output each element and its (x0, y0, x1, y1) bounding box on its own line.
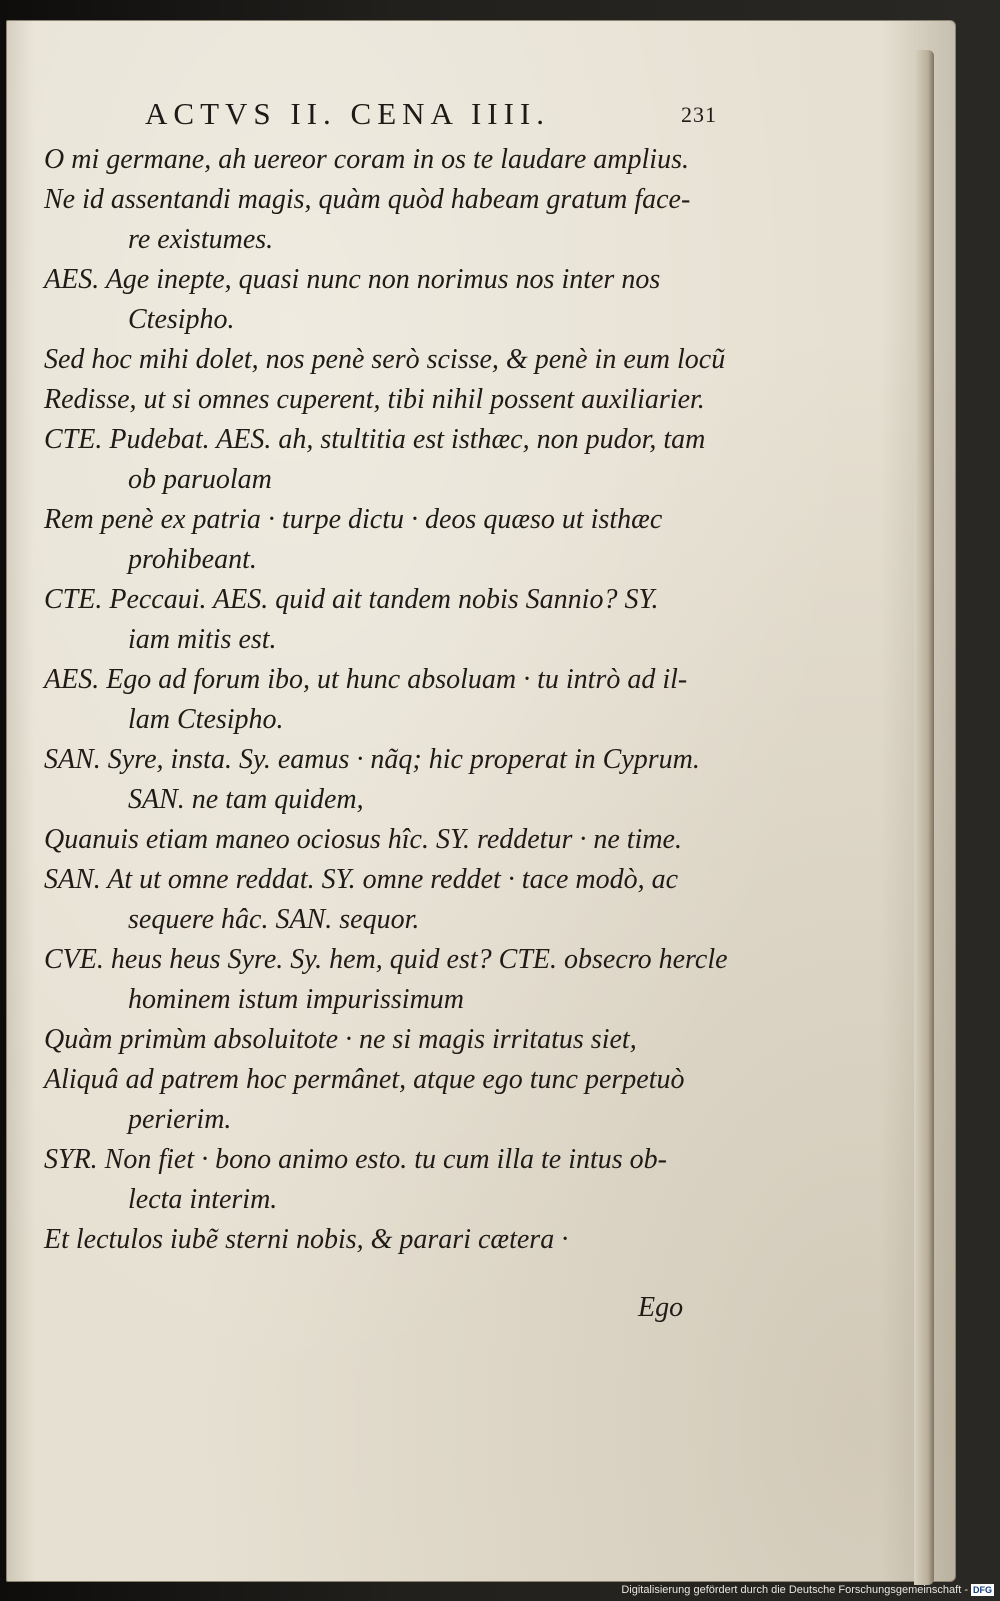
text-line: Quàm primùm absoluitote · ne si magis irritatus siet, (44, 1024, 637, 1055)
text-line: Sed hoc mihi dolet, nos penè serò scisse, & penè in eum locũ (44, 344, 726, 375)
text-line: perierim. (128, 1104, 232, 1135)
text-line: Ctesipho. (128, 304, 235, 335)
text-line: prohibeant. (128, 544, 257, 575)
dfg-logo: DFG (973, 1585, 992, 1595)
page-header (145, 96, 735, 136)
text-line: Ne id assentandi magis, quàm quòd habeam gratum face- (44, 184, 691, 215)
text-line: re existumes. (128, 224, 274, 255)
text-line: sequere hâc. SAN. sequor. (128, 904, 420, 935)
text-line: Rem penè ex patria · turpe dictu · deos quæso ut isthæc (44, 504, 663, 535)
text-line: Aliquâ ad patrem hoc permânet, atque ego tunc perpetuò (44, 1064, 685, 1095)
text-line: iam mitis est. (128, 624, 277, 655)
text-line: SAN. Syre, insta. Sy. eamus · nãq; hic properat in Cyprum. (44, 744, 700, 775)
text-line: CTE. Peccaui. AES. quid ait tandem nobis Sannio? SY. (44, 584, 659, 615)
text-line: AES. Ego ad forum ibo, ut hunc absoluam · tu intrò ad il- (44, 664, 688, 695)
text-line: CVE. heus heus Syre. Sy. hem, quid est? CTE. obsecro hercle (44, 944, 728, 975)
text-line: SAN. At ut omne reddat. SY. omne reddet · tace modò, ac (44, 864, 679, 895)
page-edge (914, 50, 934, 1585)
digitization-credit (621, 1583, 994, 1597)
text-line: lam Ctesipho. (128, 704, 284, 735)
credit-text: Digitalisierung gefördert durch die Deutsche Forschungsgemeinschaft - (621, 1584, 968, 1596)
text-line: Quanuis etiam maneo ociosus hîc. SY. reddetur · ne time. (44, 824, 682, 855)
catchword: Ego (638, 1292, 684, 1323)
text-line: lecta interim. (128, 1184, 278, 1215)
text-line: O mi germane, ah uereor coram in os te laudare amplius. (44, 144, 689, 175)
verse-text-block (44, 140, 728, 1260)
folio-number: 231 (681, 102, 717, 127)
text-line: ob paruolam (128, 464, 272, 495)
text-line: Et lectulos iubẽ sterni nobis, & parari cætera · (44, 1224, 569, 1255)
running-head: ACTVS II. CENA IIII. (145, 96, 550, 131)
text-line: SYR. Non fiet · bono animo esto. tu cum illa te intus ob- (44, 1144, 667, 1175)
text-line: Redisse, ut si omnes cuperent, tibi nihil possent auxiliarier. (44, 384, 705, 415)
text-line: CTE. Pudebat. AES. ah, stultitia est isthæc, non pudor, tam (44, 424, 706, 455)
text-line: SAN. ne tam quidem, (128, 784, 364, 815)
text-line: AES. Age inepte, quasi nunc non norimus nos inter nos (44, 264, 661, 295)
text-line: hominem istum impurissimum (128, 984, 465, 1015)
